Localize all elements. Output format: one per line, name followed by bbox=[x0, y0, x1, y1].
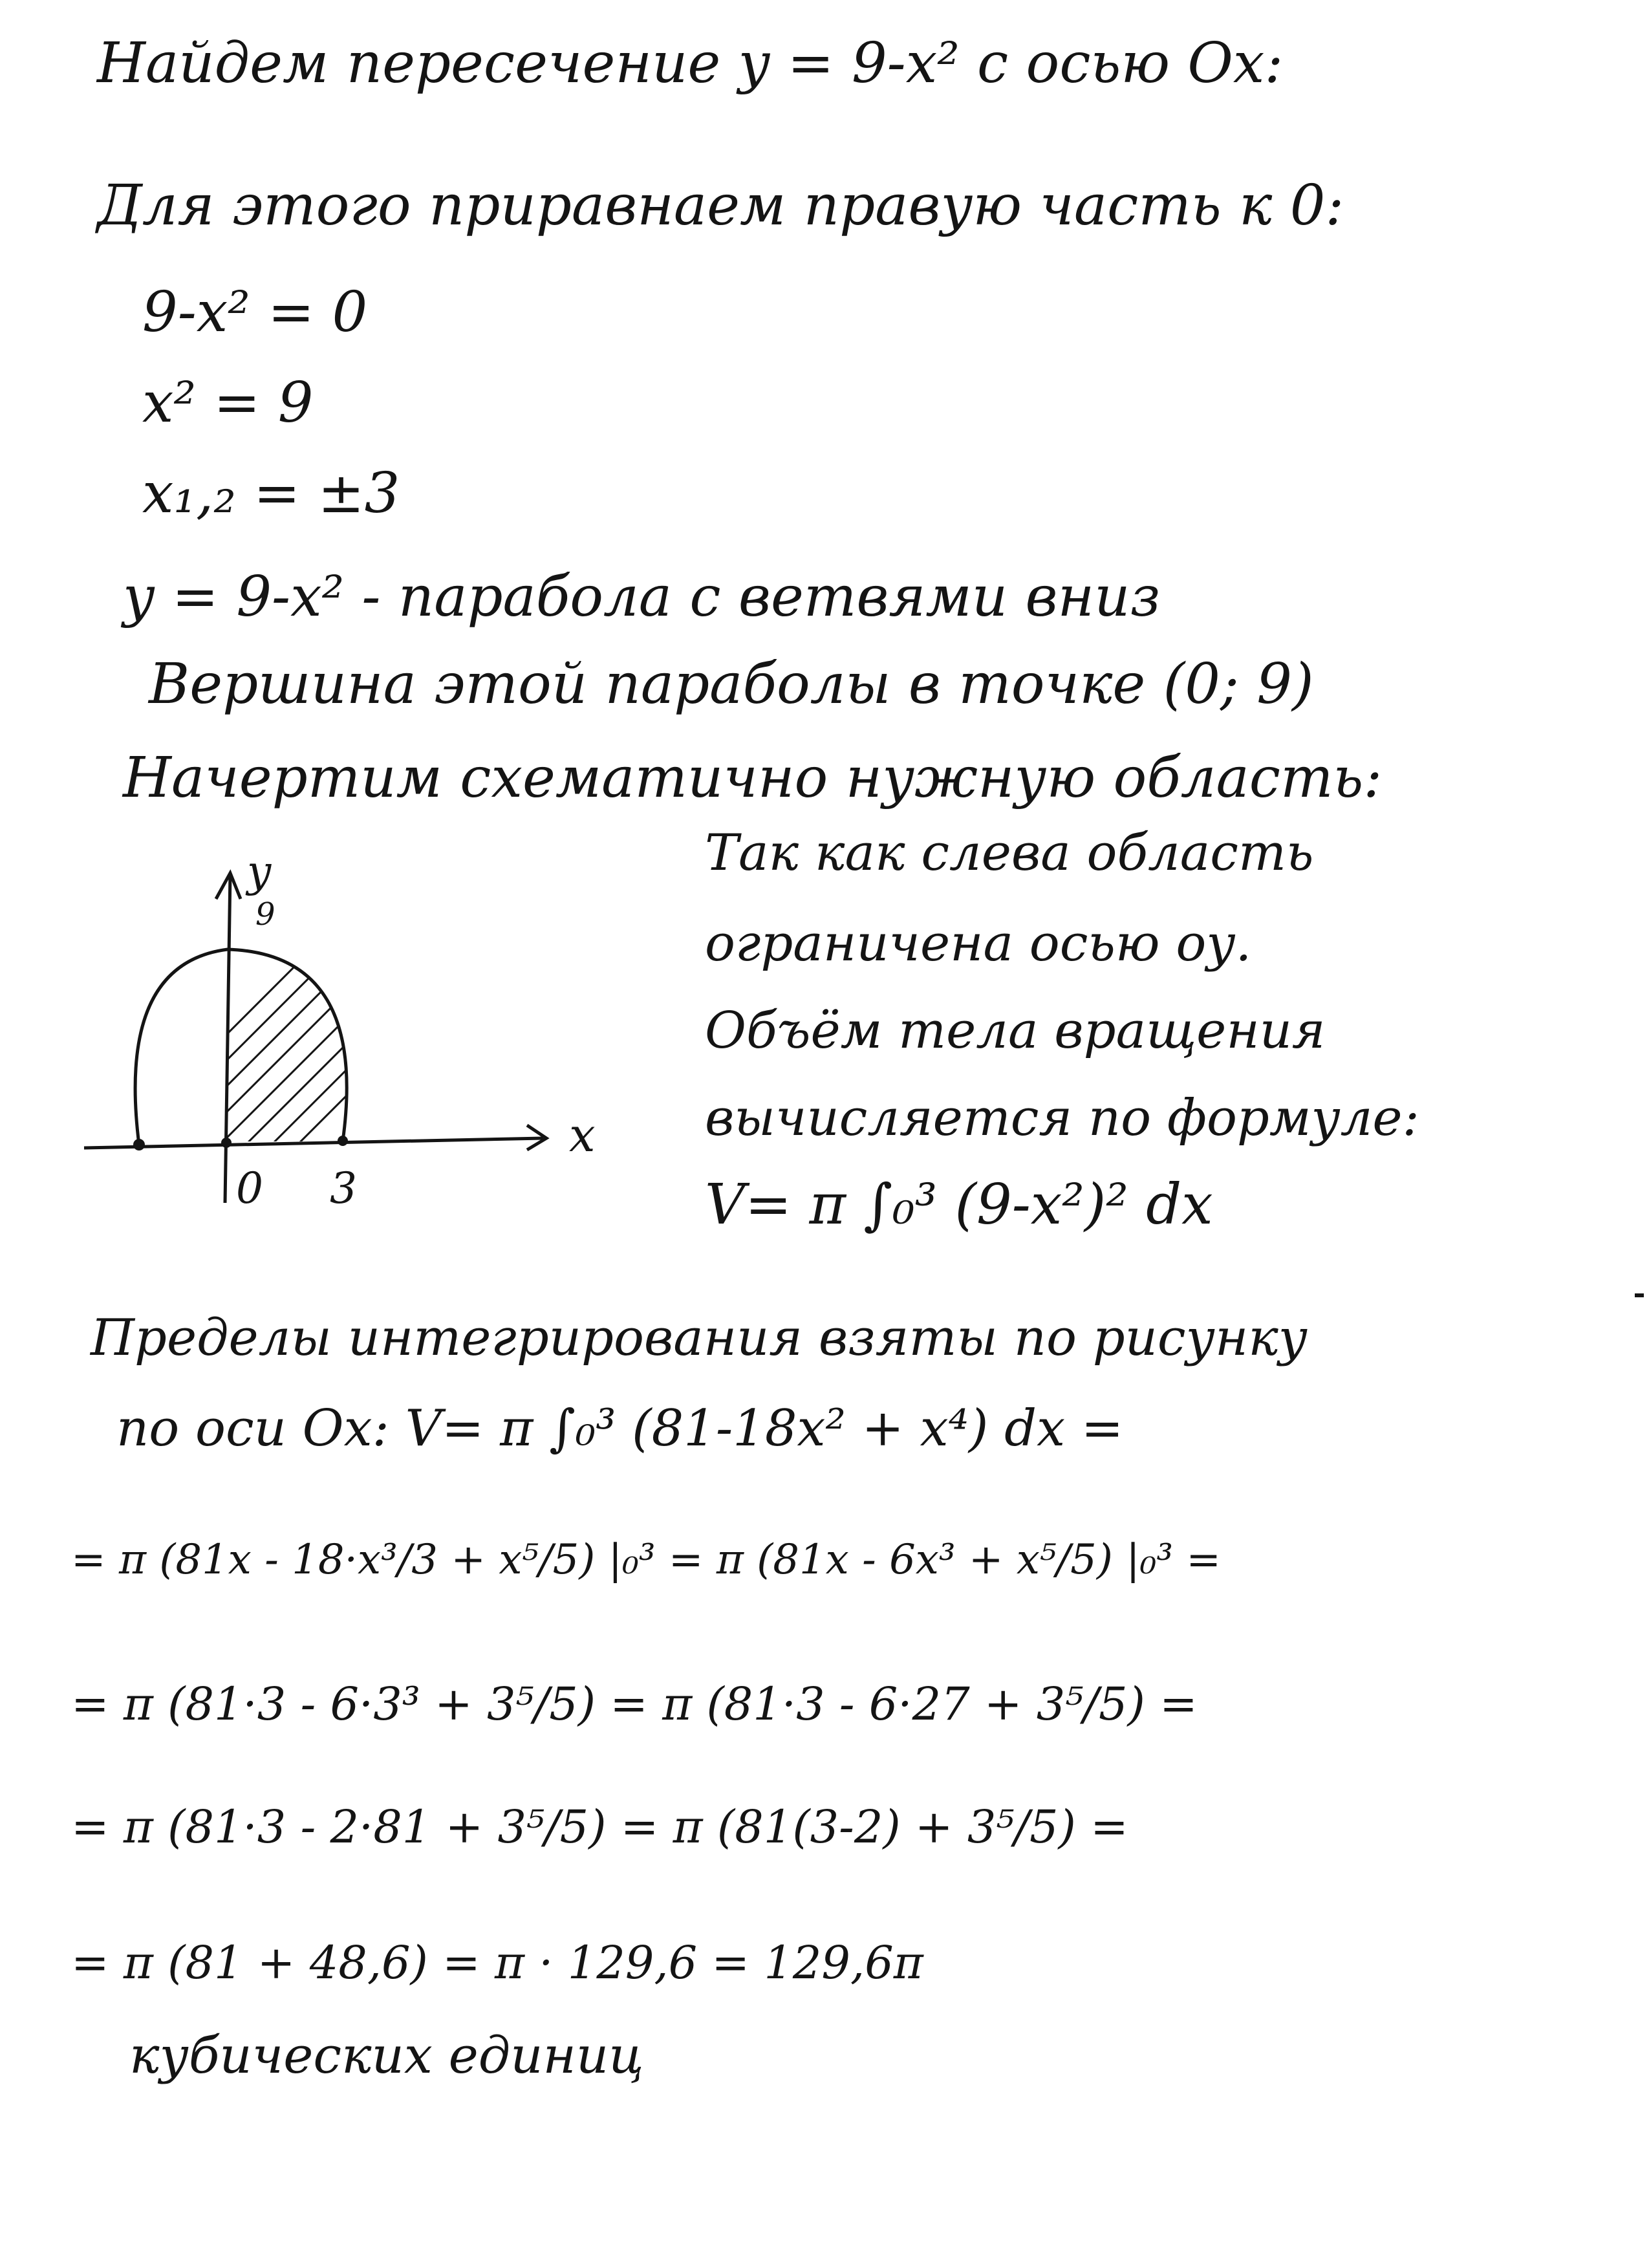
calc-line-2: = π (81·3 - 6·3³ + 3⁵/5) = π (81·3 - 6·27 + 3⁵/5) = bbox=[71, 1678, 1198, 1731]
draw-line: Начертим схематично нужную область: bbox=[123, 746, 1383, 810]
note-line-1: Так как слева область bbox=[705, 824, 1314, 882]
volume-formula: V= π ∫₀³ (9-x²)² dx bbox=[705, 1172, 1213, 1237]
parabola-line: y = 9-x² - парабола с ветвями вниз bbox=[123, 565, 1161, 629]
y-axis-label: y bbox=[247, 847, 272, 896]
y-axis bbox=[225, 873, 230, 1203]
equation-line-1: 9-x² = 0 bbox=[142, 280, 368, 345]
y-tick-label: 9 bbox=[255, 896, 275, 933]
note-line-4: вычисляется по формуле: bbox=[705, 1089, 1419, 1147]
limits-line-2: по оси Ox: V= π ∫₀³ (81-18x² + x⁴) dx = bbox=[116, 1399, 1124, 1458]
equation-line-2: x² = 9 bbox=[142, 371, 314, 435]
parabola-sketch bbox=[78, 847, 647, 1248]
limits-line-1: Пределы интегрирования взяты по рисунку bbox=[91, 1309, 1308, 1367]
note-line-3: Объём тела вращения bbox=[705, 1002, 1326, 1060]
vertex-line: Вершина этой параболы в точке (0; 9) bbox=[149, 652, 1314, 717]
x-tick-label: 3 bbox=[330, 1163, 357, 1213]
origin-label: 0 bbox=[236, 1163, 263, 1213]
stray-ink-mark bbox=[1635, 1293, 1644, 1297]
equation-line-3: x₁,₂ = ±3 bbox=[142, 461, 400, 526]
note-line-2: ограничена осью оу. bbox=[705, 914, 1252, 973]
point-minus-3 bbox=[133, 1139, 145, 1150]
intro-line-2: Для этого приравнаем правую часть к 0: bbox=[97, 173, 1344, 238]
shaded-region bbox=[194, 873, 388, 1248]
calc-line-1: = π (81x - 18·x³/3 + x⁵/5) |₀³ = π (81x - 6x³ + x⁵/5) |₀³ = bbox=[71, 1536, 1222, 1584]
point-3 bbox=[338, 1136, 348, 1146]
origin-point bbox=[221, 1138, 232, 1148]
x-axis bbox=[84, 1138, 543, 1148]
x-axis-label: x bbox=[569, 1108, 596, 1162]
units-line: кубических единиц bbox=[129, 2027, 644, 2085]
calc-line-3: = π (81·3 - 2·81 + 3⁵/5) = π (81(3-2) + 3⁵/5) = bbox=[71, 1800, 1128, 1853]
calc-line-4: = π (81 + 48,6) = π · 129,6 = 129,6π bbox=[71, 1936, 923, 1989]
intro-line-1: Найдем пересечение y = 9-x² с осью Ox: bbox=[97, 31, 1284, 96]
